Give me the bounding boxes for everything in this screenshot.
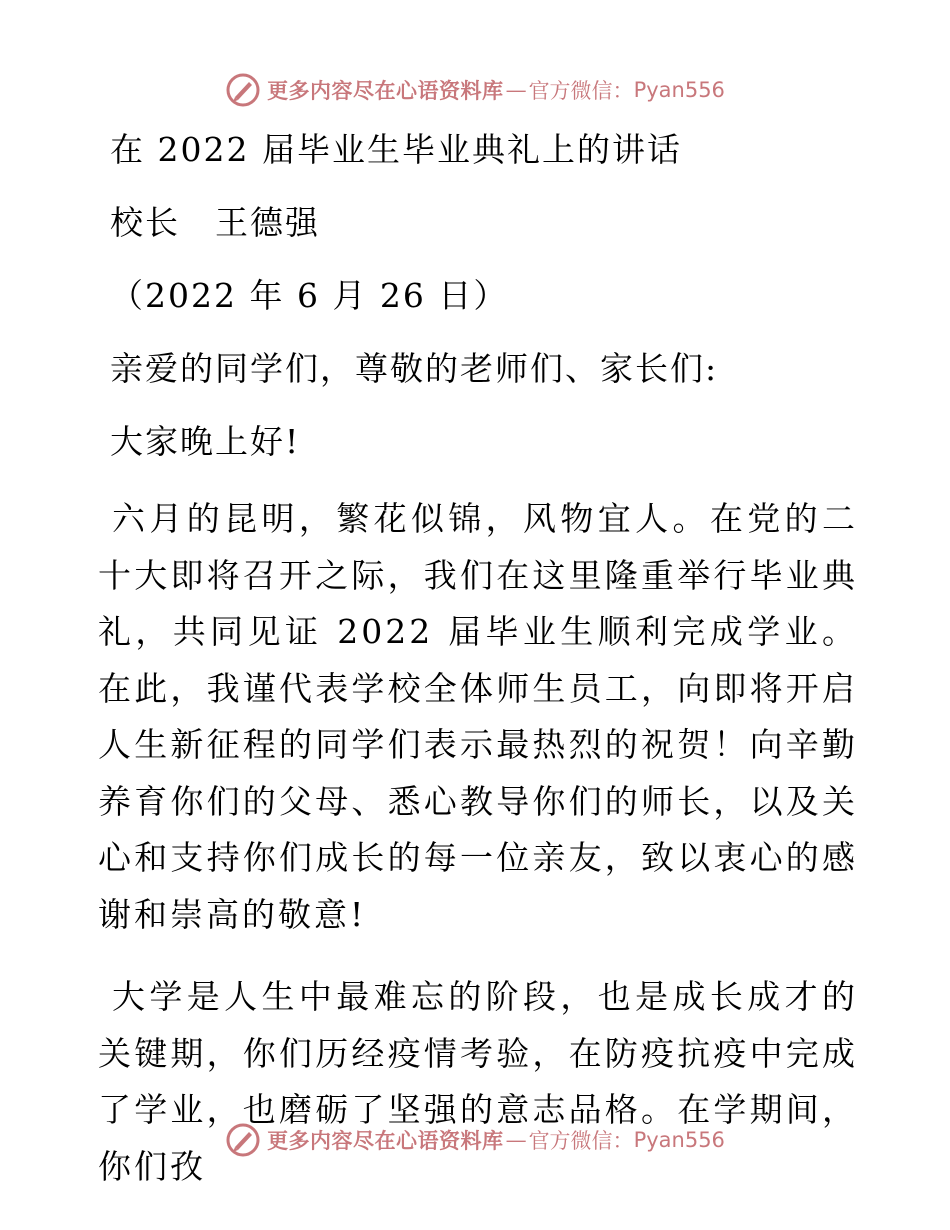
banner-wechat-label: 官方微信： bbox=[528, 79, 634, 103]
greeting-line: 亲爱的同学们，尊敬的老师们、家长们: bbox=[110, 349, 719, 388]
banner-wechat-label: 官方微信： bbox=[528, 1129, 634, 1153]
banner-text: 更多内容尽在心语资料库 bbox=[267, 1128, 504, 1153]
document-body bbox=[98, 120, 858, 1221]
banner-text: 更多内容尽在心语资料库 bbox=[267, 78, 504, 103]
watermark-banner-top bbox=[0, 70, 950, 110]
document-title: 在 2022 届毕业生毕业典礼上的讲话 bbox=[110, 130, 682, 169]
banner-wechat-id: Pyan556 bbox=[633, 78, 725, 102]
paragraph-2: 大学是人生中最难忘的阶段，也是成长成才的关键期，你们历经疫情考验，在防疫抗疫中完成了学业，也磨砺了坚强的意志品格。在学期间，你们孜 bbox=[98, 977, 858, 1186]
banner-wechat-id: Pyan556 bbox=[633, 1128, 725, 1152]
date-line: （2022 年 6 月 26 日） bbox=[110, 276, 509, 315]
paragraph-1: 六月的昆明，繁花似锦，风物宜人。在党的二十大即将召开之际，我们在这里隆重举行毕业典礼，共同见证 2022 届毕业生顺利完成学业。在此，我谨代表学校全体师生员工，向即将开启人生新征程的同学们表示最热烈的祝贺！向辛勤养育你们的父母、悉心教导你们的师长，以及关心和支持你们成长的每一位亲友，致以衷心的感谢和崇高的敬意! bbox=[98, 499, 858, 934]
logo-icon bbox=[225, 72, 261, 108]
logo-icon bbox=[225, 1122, 261, 1158]
salute-line: 大家晚上好! bbox=[110, 422, 301, 461]
speaker-line: 校长 王德强 bbox=[110, 203, 320, 242]
banner-separator: — bbox=[505, 78, 527, 102]
banner-separator: — bbox=[505, 1128, 527, 1152]
watermark-banner-bottom bbox=[0, 1120, 950, 1160]
